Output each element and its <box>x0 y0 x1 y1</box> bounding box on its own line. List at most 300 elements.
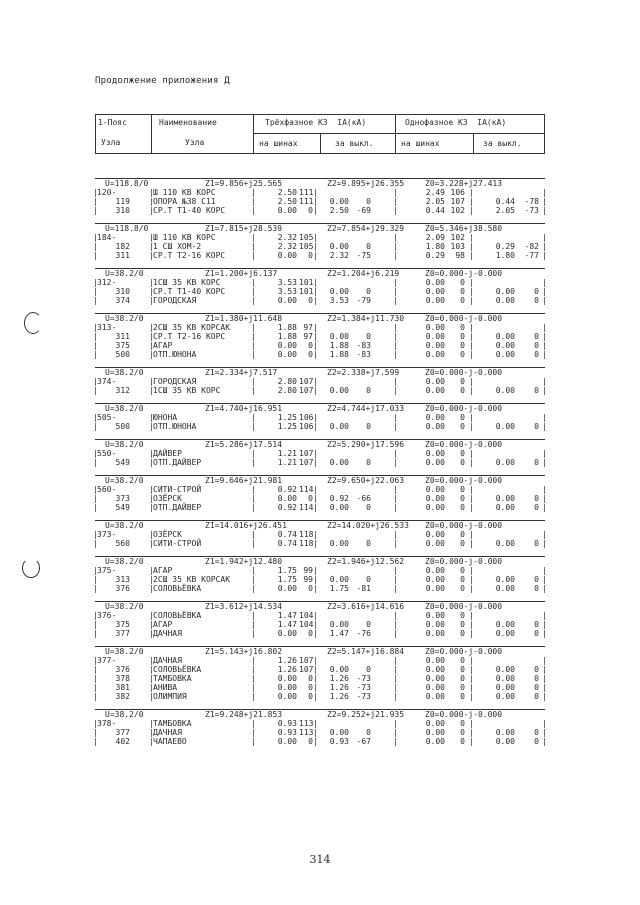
table-row <box>95 377 545 386</box>
column-separator: | <box>93 692 98 701</box>
column-separator: | <box>149 350 154 359</box>
three-phase-bus-angle: 0 <box>308 737 313 746</box>
single-phase-bus-angle: 0 <box>460 350 465 359</box>
single-phase-switch-current: 0.00 <box>495 458 515 467</box>
node-name: АГАР <box>153 566 173 575</box>
column-separator: | <box>393 323 398 332</box>
three-phase-bus-current: 1.25 <box>277 422 297 431</box>
single-phase-bus-angle: 0 <box>460 737 465 746</box>
column-separator: | <box>469 683 474 692</box>
column-separator: | <box>469 503 474 512</box>
node-id: 120- <box>97 188 117 197</box>
column-separator: | <box>251 575 256 584</box>
node-block <box>95 556 545 593</box>
column-separator: | <box>542 566 547 575</box>
adjacent-node-id: 549 <box>115 503 130 512</box>
single-phase-switch-angle: 0 <box>534 620 539 629</box>
voltage: U=38.2/0 <box>105 602 144 611</box>
node-name: СР.Т Т1-40 КОРС <box>153 206 226 215</box>
three-phase-switch-angle: -66 <box>356 494 371 503</box>
three-phase-bus-angle: 0 <box>308 341 313 350</box>
z0-impedance: Z0=0.000-j-0.000 <box>425 368 503 377</box>
z1-impedance: Z1=9.646+j21.981 <box>205 476 283 485</box>
three-phase-switch-current: 1.88 <box>329 350 349 359</box>
table-header <box>95 114 545 154</box>
column-separator: | <box>469 566 474 575</box>
single-phase-bus-angle: 0 <box>460 287 465 296</box>
single-phase-bus-angle: 0 <box>460 332 465 341</box>
column-separator: | <box>313 494 318 503</box>
three-phase-bus-current: 1.88 <box>277 323 297 332</box>
three-phase-switch-angle: 0 <box>366 242 371 251</box>
column-separator: | <box>393 665 398 674</box>
three-phase-bus-current: 1.26 <box>277 656 297 665</box>
column-separator: | <box>313 422 318 431</box>
column-separator: | <box>93 629 98 638</box>
single-phase-bus-angle: 0 <box>460 341 465 350</box>
single-phase-bus-current: 0.00 <box>425 377 445 386</box>
node-name: ГОРОДСКАЯ <box>153 296 197 305</box>
adjacent-node-id: 402 <box>115 737 130 746</box>
column-separator: | <box>313 683 318 692</box>
single-phase-bus-current: 0.00 <box>425 323 445 332</box>
column-separator: | <box>149 503 154 512</box>
three-phase-switch-current: 0.00 <box>329 575 349 584</box>
single-phase-bus-angle: 0 <box>460 719 465 728</box>
single-phase-bus-current: 0.00 <box>425 278 445 287</box>
single-phase-bus-angle: 107 <box>450 197 465 206</box>
single-phase-switch-angle: 0 <box>534 575 539 584</box>
z2-impedance: Z2=9.895+j26.355 <box>327 179 405 188</box>
column-separator: | <box>469 584 474 593</box>
single-phase-bus-current: 0.00 <box>425 692 445 701</box>
three-phase-bus-angle: 105 <box>299 242 314 251</box>
three-phase-bus-angle: 107 <box>299 458 314 467</box>
column-separator: | <box>251 656 256 665</box>
single-phase-switch-current: 0.00 <box>495 629 515 638</box>
three-phase-bus-current: 3.53 <box>277 287 297 296</box>
column-separator: | <box>469 242 474 251</box>
column-separator: | <box>251 458 256 467</box>
column-separator: | <box>251 719 256 728</box>
column-separator: | <box>469 620 474 629</box>
table-row <box>95 566 545 575</box>
node-name: СОЛОВЬЁВКА <box>153 665 202 674</box>
three-phase-switch-angle: 0 <box>366 287 371 296</box>
column-separator: | <box>251 422 256 431</box>
column-separator: | <box>93 530 98 539</box>
column-separator: | <box>542 458 547 467</box>
z0-impedance: Z0=0.000-j-0.000 <box>425 602 503 611</box>
adjacent-node-id: 311 <box>115 332 130 341</box>
column-separator: | <box>313 656 318 665</box>
z2-impedance: Z2=5.147+j16.884 <box>327 647 405 656</box>
column-separator: | <box>251 323 256 332</box>
three-phase-bus-current: 0.00 <box>277 350 297 359</box>
three-phase-switch-angle: -67 <box>356 737 371 746</box>
node-id: 376- <box>97 611 117 620</box>
column-separator: | <box>313 611 318 620</box>
column-separator: | <box>542 728 547 737</box>
three-phase-switch-current: 0.00 <box>329 458 349 467</box>
column-separator: | <box>313 728 318 737</box>
z0-impedance: Z0=0.000-j-0.000 <box>425 314 503 323</box>
node-name: ГОРОДСКАЯ <box>153 377 197 386</box>
three-phase-bus-current: 1.47 <box>277 620 297 629</box>
table-row <box>95 629 545 638</box>
table-row <box>95 332 545 341</box>
three-phase-switch-angle: 0 <box>366 728 371 737</box>
single-phase-bus-angle: 0 <box>460 728 465 737</box>
column-separator: | <box>93 341 98 350</box>
column-separator: | <box>469 692 474 701</box>
z1-impedance: Z1=1.942+j12.480 <box>205 557 283 566</box>
three-phase-switch-angle: -73 <box>356 692 371 701</box>
single-phase-bus-angle: 0 <box>460 692 465 701</box>
z2-impedance: Z2=7.854+j29.329 <box>327 224 405 233</box>
three-phase-bus-current: 0.00 <box>277 341 297 350</box>
column-separator: | <box>542 341 547 350</box>
adjacent-node-id: 310 <box>115 206 130 215</box>
column-separator: | <box>542 323 547 332</box>
column-separator: | <box>393 296 398 305</box>
node-block <box>95 178 545 215</box>
column-separator: | <box>251 584 256 593</box>
single-phase-bus-current: 2.49 <box>425 188 445 197</box>
node-id: 560- <box>97 485 117 494</box>
single-phase-switch-current: 0.00 <box>495 350 515 359</box>
voltage: U=38.2/0 <box>105 440 144 449</box>
single-phase-bus-angle: 0 <box>460 458 465 467</box>
z0-impedance: Z0=0.000-j-0.000 <box>425 647 503 656</box>
column-separator: | <box>93 278 98 287</box>
node-name: 2СШ 35 КВ КОРСАК <box>153 575 231 584</box>
column-separator: | <box>542 377 547 386</box>
single-phase-bus-current: 0.00 <box>425 566 445 575</box>
column-separator: | <box>251 206 256 215</box>
header-1ph-bus: на шинах <box>401 139 440 148</box>
column-separator: | <box>313 197 318 206</box>
voltage: U=38.2/0 <box>105 314 144 323</box>
three-phase-switch-angle: -83 <box>356 341 371 350</box>
column-separator: | <box>542 737 547 746</box>
single-phase-bus-angle: 0 <box>460 422 465 431</box>
single-phase-bus-angle: 0 <box>460 665 465 674</box>
single-phase-switch-current: 0.00 <box>495 494 515 503</box>
column-separator: | <box>469 656 474 665</box>
z1-impedance: Z1=9.248+j21.853 <box>205 710 283 719</box>
z2-impedance: Z2=2.338+j7.599 <box>327 368 400 377</box>
appendix-caption: Продолжение приложения Д <box>95 76 230 86</box>
column-separator: | <box>93 584 98 593</box>
column-separator: | <box>313 485 318 494</box>
node-name: ОТП.ДАЙВЕР <box>153 503 202 512</box>
column-separator: | <box>469 674 474 683</box>
single-phase-bus-angle: 0 <box>460 683 465 692</box>
node-name: АГАР <box>153 620 173 629</box>
z2-impedance: Z2=9.252+j21.935 <box>327 710 405 719</box>
z1-impedance: Z1=14.016+j26.451 <box>205 521 287 530</box>
column-separator: | <box>393 206 398 215</box>
single-phase-bus-angle: 0 <box>460 449 465 458</box>
three-phase-bus-current: 0.74 <box>277 530 297 539</box>
single-phase-switch-current: 0.00 <box>495 386 515 395</box>
column-separator: | <box>542 188 547 197</box>
table-row <box>95 575 545 584</box>
node-name: ЧАПАЕВО <box>153 737 187 746</box>
column-separator: | <box>393 341 398 350</box>
column-separator: | <box>251 341 256 350</box>
column-separator: | <box>93 494 98 503</box>
node-name: СР.Т Т2-16 КОРС <box>153 332 226 341</box>
column-separator: | <box>393 620 398 629</box>
three-phase-bus-angle: 104 <box>299 620 314 629</box>
column-separator: | <box>393 629 398 638</box>
single-phase-bus-current: 0.00 <box>425 620 445 629</box>
three-phase-switch-current: 0.00 <box>329 422 349 431</box>
single-phase-bus-angle: 102 <box>450 233 465 242</box>
column-separator: | <box>313 665 318 674</box>
column-separator: | <box>251 287 256 296</box>
adjacent-node-id: 119 <box>115 197 130 206</box>
column-separator: | <box>469 278 474 287</box>
three-phase-switch-angle: 0 <box>366 665 371 674</box>
single-phase-bus-current: 0.00 <box>425 656 445 665</box>
z1-impedance: Z1=4.740+j16.951 <box>205 404 283 413</box>
single-phase-bus-angle: 0 <box>460 494 465 503</box>
three-phase-bus-current: 2.32 <box>277 233 297 242</box>
column-separator: | <box>313 458 318 467</box>
column-separator: | <box>93 413 98 422</box>
three-phase-bus-angle: 99 <box>303 575 313 584</box>
column-separator: | <box>251 539 256 548</box>
table-row <box>95 503 545 512</box>
column-separator: | <box>393 386 398 395</box>
column-separator: | <box>149 692 154 701</box>
column-separator: | <box>542 386 547 395</box>
single-phase-bus-current: 0.00 <box>425 719 445 728</box>
column-separator: | <box>469 197 474 206</box>
three-phase-bus-current: 0.93 <box>277 728 297 737</box>
single-phase-bus-angle: 0 <box>460 611 465 620</box>
block-header-row <box>95 557 545 566</box>
column-separator: | <box>251 350 256 359</box>
single-phase-switch-angle: 0 <box>534 692 539 701</box>
single-phase-bus-current: 0.00 <box>425 683 445 692</box>
table-row <box>95 233 545 242</box>
column-separator: | <box>93 287 98 296</box>
node-name: ОЛИМПИЯ <box>153 692 187 701</box>
column-separator: | <box>393 350 398 359</box>
single-phase-switch-angle: 0 <box>534 350 539 359</box>
single-phase-switch-angle: 0 <box>534 341 539 350</box>
column-separator: | <box>393 188 398 197</box>
column-separator: | <box>542 332 547 341</box>
column-separator: | <box>93 422 98 431</box>
column-separator: | <box>542 530 547 539</box>
table-row <box>95 530 545 539</box>
block-header-row <box>95 476 545 485</box>
column-separator: | <box>469 449 474 458</box>
table-row <box>95 350 545 359</box>
node-name: СР.Т Т1-40 КОРС <box>153 287 226 296</box>
three-phase-bus-current: 0.00 <box>277 674 297 683</box>
header-three-phase: Трёхфазное КЗ IА(кА) <box>265 118 367 127</box>
column-separator: | <box>251 530 256 539</box>
column-separator: | <box>149 584 154 593</box>
node-block <box>95 223 545 260</box>
column-separator: | <box>93 656 98 665</box>
column-separator: | <box>251 233 256 242</box>
column-separator: | <box>313 242 318 251</box>
column-separator: | <box>542 575 547 584</box>
column-separator: | <box>469 341 474 350</box>
column-separator: | <box>393 332 398 341</box>
voltage: U=38.2/0 <box>105 404 144 413</box>
three-phase-bus-angle: 111 <box>299 188 314 197</box>
three-phase-bus-current: 0.00 <box>277 737 297 746</box>
adjacent-node-id: 560 <box>115 539 130 548</box>
voltage: U=118.8/0 <box>105 179 149 188</box>
column-separator: | <box>251 665 256 674</box>
z1-impedance: Z1=9.856+j25.565 <box>205 179 283 188</box>
column-separator: | <box>469 323 474 332</box>
header-1ph-switch: за выкл. <box>483 139 522 148</box>
table-body <box>95 178 545 746</box>
single-phase-bus-angle: 0 <box>460 530 465 539</box>
single-phase-bus-angle: 103 <box>450 242 465 251</box>
column-separator: | <box>542 350 547 359</box>
node-name: ТАМБОВКА <box>153 674 192 683</box>
header-3ph-switch: за выкл. <box>335 139 374 148</box>
three-phase-switch-angle: 0 <box>366 539 371 548</box>
node-name: АГАР <box>153 341 173 350</box>
single-phase-switch-angle: -78 <box>524 197 539 206</box>
single-phase-bus-current: 0.00 <box>425 584 445 593</box>
three-phase-bus-angle: 114 <box>299 503 314 512</box>
table-row <box>95 278 545 287</box>
node-block <box>95 403 545 431</box>
column-separator: | <box>251 611 256 620</box>
three-phase-bus-angle: 107 <box>299 665 314 674</box>
column-separator: | <box>251 449 256 458</box>
three-phase-bus-current: 1.88 <box>277 332 297 341</box>
node-name: 2СШ 35 КВ КОРСАК <box>153 323 231 332</box>
column-separator: | <box>542 584 547 593</box>
column-separator: | <box>469 233 474 242</box>
single-phase-switch-current: 0.44 <box>495 197 515 206</box>
column-separator: | <box>313 413 318 422</box>
adjacent-node-id: 377 <box>115 629 130 638</box>
column-separator: | <box>542 629 547 638</box>
column-separator: | <box>313 332 318 341</box>
column-separator: | <box>393 530 398 539</box>
adjacent-node-id: 500 <box>115 422 130 431</box>
column-separator: | <box>469 665 474 674</box>
column-separator: | <box>149 296 154 305</box>
single-phase-bus-current: 0.00 <box>425 629 445 638</box>
node-id: 373- <box>97 530 117 539</box>
column-separator: | <box>393 584 398 593</box>
column-separator: | <box>469 728 474 737</box>
block-header-row <box>95 602 545 611</box>
block-header-row <box>95 179 545 188</box>
three-phase-bus-angle: 104 <box>299 611 314 620</box>
table-row <box>95 584 545 593</box>
three-phase-switch-current: 1.47 <box>329 629 349 638</box>
three-phase-bus-current: 2.50 <box>277 188 297 197</box>
z0-impedance: Z0=0.000-j-0.000 <box>425 710 503 719</box>
column-separator: | <box>149 611 154 620</box>
three-phase-bus-angle: 99 <box>303 566 313 575</box>
node-name: ОПОРА №38 С11 <box>153 197 216 206</box>
column-separator: | <box>251 188 256 197</box>
block-header-row <box>95 440 545 449</box>
column-separator: | <box>469 386 474 395</box>
column-separator: | <box>393 377 398 386</box>
three-phase-bus-current: 1.25 <box>277 413 297 422</box>
column-separator: | <box>93 539 98 548</box>
three-phase-bus-current: 0.00 <box>277 251 297 260</box>
column-separator: | <box>542 683 547 692</box>
single-phase-switch-angle: 0 <box>534 296 539 305</box>
column-separator: | <box>469 737 474 746</box>
column-separator: | <box>149 530 154 539</box>
three-phase-bus-current: 0.00 <box>277 683 297 692</box>
column-separator: | <box>149 377 154 386</box>
column-separator: | <box>93 611 98 620</box>
three-phase-switch-current: 0.00 <box>329 197 349 206</box>
three-phase-bus-current: 2.50 <box>277 197 297 206</box>
single-phase-bus-angle: 0 <box>460 485 465 494</box>
column-separator: | <box>393 278 398 287</box>
adjacent-node-id: 375 <box>115 341 130 350</box>
column-separator: | <box>149 422 154 431</box>
single-phase-bus-current: 0.00 <box>425 332 445 341</box>
column-separator: | <box>149 341 154 350</box>
column-separator: | <box>542 692 547 701</box>
column-separator: | <box>93 350 98 359</box>
column-separator: | <box>251 620 256 629</box>
column-separator: | <box>393 485 398 494</box>
single-phase-bus-angle: 0 <box>460 386 465 395</box>
header-node-col-sub: Узла <box>101 138 121 147</box>
block-header-row <box>95 224 545 233</box>
column-separator: | <box>251 278 256 287</box>
column-separator: | <box>149 449 154 458</box>
column-separator: | <box>93 206 98 215</box>
single-phase-bus-angle: 0 <box>460 413 465 422</box>
column-separator: | <box>149 674 154 683</box>
three-phase-bus-current: 0.92 <box>277 485 297 494</box>
column-separator: | <box>93 242 98 251</box>
column-separator: | <box>93 296 98 305</box>
node-block <box>95 367 545 395</box>
single-phase-switch-current: 0.00 <box>495 575 515 584</box>
three-phase-switch-angle: 0 <box>366 386 371 395</box>
column-separator: | <box>393 728 398 737</box>
node-id: 378- <box>97 719 117 728</box>
three-phase-bus-current: 0.00 <box>277 206 297 215</box>
single-phase-switch-angle: 0 <box>534 386 539 395</box>
single-phase-bus-angle: 98 <box>455 251 465 260</box>
node-block <box>95 313 545 359</box>
node-id: 313- <box>97 323 117 332</box>
voltage: U=38.2/0 <box>105 269 144 278</box>
node-name: ДАЧНАЯ <box>153 728 182 737</box>
three-phase-bus-current: 1.21 <box>277 449 297 458</box>
column-separator: | <box>251 386 256 395</box>
